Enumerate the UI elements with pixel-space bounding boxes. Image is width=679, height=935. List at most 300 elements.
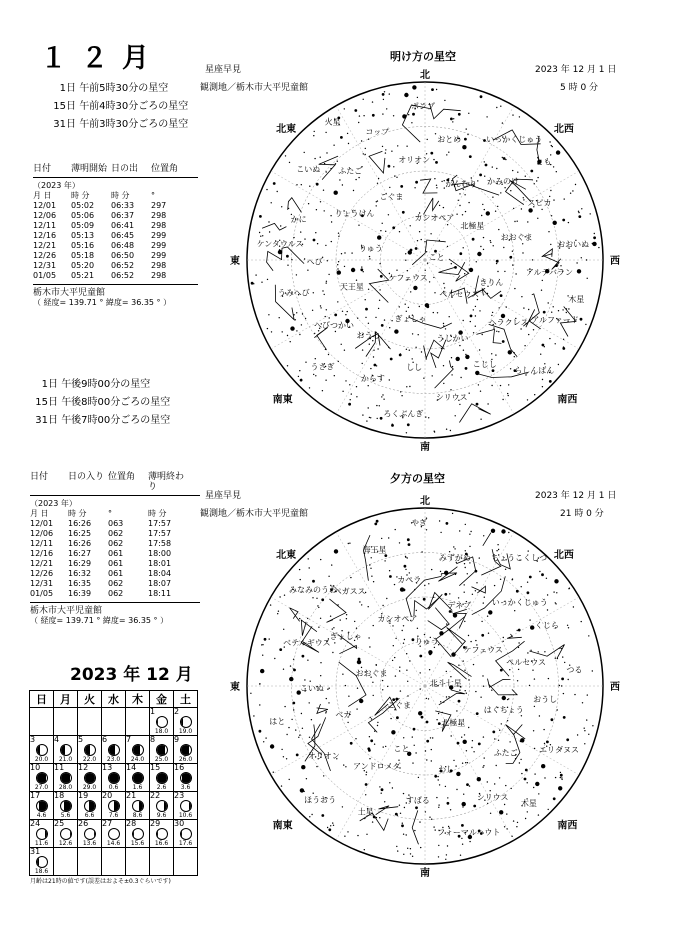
star [289, 162, 290, 163]
star [400, 690, 401, 691]
star [315, 375, 316, 376]
star [316, 183, 319, 186]
header-cell: 日付 [33, 164, 52, 174]
star [363, 271, 364, 272]
star [386, 108, 387, 109]
star [464, 194, 465, 195]
star [286, 734, 287, 735]
star [348, 543, 349, 544]
star [436, 185, 437, 186]
star [499, 307, 500, 308]
star [525, 176, 526, 177]
star [494, 738, 495, 739]
star [514, 356, 515, 357]
star [479, 557, 480, 558]
star [382, 223, 383, 224]
star [379, 405, 380, 406]
star [550, 154, 551, 155]
moon-phase-icon [60, 800, 72, 812]
star [498, 740, 499, 741]
star [368, 139, 369, 140]
star [475, 590, 476, 591]
star [479, 349, 480, 350]
star [300, 788, 304, 792]
star [527, 811, 528, 812]
star [507, 720, 508, 721]
table-cell: 299 [151, 241, 167, 250]
constellation-label: しし [406, 363, 423, 373]
star [559, 685, 560, 686]
star [300, 579, 301, 580]
table-cell: 01/05 [33, 271, 57, 280]
constellation-label: みなみのうお [289, 585, 337, 595]
star [317, 243, 318, 244]
star [500, 106, 501, 107]
star [475, 326, 476, 327]
star [400, 813, 401, 814]
star [397, 850, 398, 851]
star [433, 312, 434, 313]
star [449, 551, 450, 552]
star [439, 520, 440, 521]
star [424, 241, 425, 242]
star [393, 166, 394, 167]
star [410, 848, 411, 849]
star [320, 675, 321, 676]
table-cell: 062 [108, 529, 124, 538]
star [348, 403, 351, 406]
star [452, 513, 453, 514]
table-cell: 298 [151, 221, 167, 230]
table-subheader [30, 509, 200, 519]
star [270, 604, 271, 605]
star [402, 211, 405, 214]
star [365, 154, 366, 155]
star [465, 690, 466, 691]
star [398, 760, 399, 761]
star [415, 806, 418, 809]
weekday-header: 金 [150, 691, 174, 708]
moon-age: 2.6 [156, 784, 167, 791]
constellation-label: 北斗七星 [429, 679, 462, 688]
calendar-day [78, 848, 102, 876]
constellation-label: すばる [405, 796, 430, 806]
star [345, 380, 346, 381]
star [461, 824, 464, 827]
star [389, 570, 390, 571]
evening-obs-times [30, 376, 200, 430]
star [472, 594, 473, 595]
star [549, 141, 550, 142]
star [553, 797, 556, 800]
star [349, 384, 350, 385]
star [369, 256, 370, 257]
star [325, 245, 326, 246]
calendar-day [102, 820, 126, 848]
star [471, 747, 472, 748]
star [434, 775, 437, 778]
star [475, 306, 476, 307]
star [469, 841, 470, 842]
star [391, 730, 395, 734]
star [539, 571, 540, 572]
star [376, 205, 377, 206]
star [484, 209, 485, 210]
star [562, 656, 563, 657]
evening-chart-location: 観測地／栃木市大平児童館 [200, 509, 309, 519]
star [495, 211, 496, 212]
star [342, 184, 343, 185]
table-cell: 297 [151, 201, 167, 210]
star [549, 380, 552, 383]
table-cell: 061 [108, 549, 124, 558]
star [347, 831, 348, 832]
constellation-label: 天王星 [339, 282, 364, 292]
star [495, 354, 496, 355]
calendar-day [174, 792, 198, 820]
moon-age: 19.0 [178, 728, 193, 735]
star [482, 767, 483, 768]
table-cell: 12/01 [33, 201, 57, 210]
star [463, 794, 464, 795]
star [399, 805, 400, 806]
star [349, 543, 350, 544]
star [470, 641, 471, 642]
star [269, 638, 270, 639]
moon-phase-icon [36, 772, 48, 784]
star [447, 802, 450, 805]
table-cell: 12/21 [30, 559, 54, 568]
star [502, 340, 505, 343]
star [269, 231, 270, 232]
star [453, 118, 454, 119]
moon-age: 16.6 [154, 840, 169, 847]
star [283, 756, 284, 757]
table-cell: 05:20 [71, 261, 95, 270]
star [484, 597, 485, 598]
direction-label-se: 南東 [272, 394, 293, 406]
star [260, 236, 261, 237]
star [409, 660, 410, 661]
star [566, 738, 569, 741]
star [391, 424, 394, 427]
star [299, 569, 300, 570]
weekday-header: 火 [78, 691, 102, 708]
star [413, 728, 416, 731]
moon-age: 9.6 [156, 812, 167, 819]
moon-calendar [29, 690, 198, 876]
star [473, 805, 476, 808]
star [355, 179, 356, 180]
star [348, 696, 349, 697]
star [426, 305, 429, 308]
table-cell: 12/11 [33, 221, 57, 230]
star [323, 775, 324, 776]
star [492, 731, 495, 734]
star [492, 369, 495, 372]
table-cell: 061 [108, 559, 124, 568]
star [547, 594, 548, 595]
star [325, 132, 326, 133]
star [476, 582, 477, 583]
star [412, 762, 413, 763]
star [277, 613, 278, 614]
star [368, 289, 369, 290]
constellation-label: やぎ [411, 518, 427, 528]
star [462, 763, 463, 764]
star [505, 569, 506, 570]
morning-obs-times [48, 80, 198, 134]
constellation-label: わし [438, 764, 455, 774]
star [463, 320, 464, 321]
star [296, 274, 297, 275]
star [514, 610, 515, 611]
star [357, 318, 358, 319]
star [440, 701, 441, 702]
star [533, 787, 534, 788]
star [431, 760, 432, 761]
star [370, 417, 371, 418]
star [546, 578, 547, 579]
constellation-label: シリウス [476, 792, 509, 802]
star [358, 177, 359, 178]
star [455, 415, 456, 416]
star [551, 145, 552, 146]
constellation-label: カシオペア [377, 614, 418, 624]
star [332, 628, 333, 629]
table-cell: 17:58 [148, 539, 172, 548]
star [329, 688, 330, 689]
star [320, 307, 321, 308]
table-cell: 12/21 [33, 241, 57, 250]
star [311, 814, 312, 815]
star [467, 573, 468, 574]
star [389, 327, 390, 328]
star [468, 113, 469, 114]
star [271, 202, 272, 203]
star [321, 598, 324, 601]
direction-label-s: 南 [420, 868, 430, 879]
star [316, 598, 317, 599]
star [593, 236, 596, 239]
star [363, 115, 364, 116]
star [408, 543, 411, 546]
table-cell: 299 [151, 231, 167, 240]
star [399, 231, 400, 232]
day-number: 13 [102, 763, 113, 772]
star [366, 774, 367, 775]
star [293, 659, 294, 660]
star [494, 585, 495, 586]
moon-age: 0.6 [108, 784, 119, 791]
constellation-label: つる [566, 665, 583, 675]
star [555, 343, 556, 344]
table-cell: 061 [108, 569, 124, 578]
constellation-label: ケフェウス [388, 273, 428, 283]
star [266, 189, 267, 190]
constellation-label: こぐま [387, 701, 411, 710]
star [328, 576, 329, 577]
star [479, 310, 480, 311]
star [425, 750, 426, 751]
star [423, 378, 424, 379]
star [356, 396, 357, 397]
moon-phase-icon [108, 744, 120, 756]
star [342, 391, 343, 392]
table-cell: 06:52 [111, 271, 135, 280]
moon-phase-icon [60, 828, 72, 840]
star [379, 289, 380, 290]
table-divider [30, 602, 200, 603]
star [520, 328, 521, 329]
star [418, 777, 419, 778]
star [386, 598, 387, 599]
star [279, 317, 280, 318]
table-row [33, 211, 198, 221]
star [429, 281, 430, 282]
star [320, 662, 321, 663]
star [273, 772, 274, 773]
star [476, 261, 477, 262]
day-number: 24 [30, 819, 41, 828]
star [403, 793, 404, 794]
star [510, 190, 511, 191]
star [411, 122, 412, 123]
star [325, 712, 326, 713]
table-cell: 298 [151, 271, 167, 280]
star [451, 735, 452, 736]
star [518, 669, 519, 670]
moon-age: 8.6 [132, 812, 143, 819]
star [356, 386, 357, 387]
star [432, 375, 433, 376]
star [301, 713, 302, 714]
star [458, 700, 461, 703]
star [521, 715, 522, 716]
star [469, 562, 470, 563]
star [337, 301, 338, 302]
star [340, 619, 341, 620]
calendar-day [30, 764, 54, 792]
star [267, 279, 268, 280]
star [528, 334, 529, 335]
star [466, 783, 469, 786]
star [407, 423, 410, 426]
star [462, 145, 466, 149]
star [368, 385, 369, 386]
star [461, 737, 462, 738]
star [486, 211, 490, 215]
star [292, 702, 295, 705]
star [502, 696, 506, 700]
star [561, 779, 562, 780]
star [400, 391, 401, 392]
star [320, 157, 321, 158]
star [287, 335, 288, 336]
star [284, 595, 285, 596]
star [463, 740, 467, 744]
direction-label-w: 西 [610, 256, 620, 267]
star [342, 806, 343, 807]
star [550, 244, 551, 245]
star [488, 610, 492, 614]
day-number: 11 [54, 763, 65, 772]
star [400, 353, 401, 354]
star [376, 520, 379, 523]
moon-age: 10.6 [178, 812, 193, 819]
star [548, 231, 549, 232]
table-cell: 16:29 [68, 559, 92, 568]
star [561, 685, 562, 686]
calendar-day [54, 736, 78, 764]
star [405, 569, 406, 570]
star [307, 618, 308, 619]
header-cell: 日付 [30, 472, 49, 482]
star [332, 652, 333, 653]
star [374, 744, 375, 745]
star [465, 355, 469, 359]
star [311, 719, 312, 720]
star [322, 390, 323, 391]
star [409, 572, 410, 573]
star [547, 609, 548, 610]
table-cell: 063 [108, 519, 124, 528]
star [535, 782, 539, 786]
moon-age: 7.6 [108, 812, 119, 819]
star [370, 739, 373, 742]
star [357, 835, 358, 836]
star [450, 809, 451, 810]
star [293, 668, 294, 669]
star [326, 152, 327, 153]
calendar-day [78, 792, 102, 820]
star [378, 308, 379, 309]
moon-phase-icon [36, 744, 48, 756]
table-row [33, 231, 198, 241]
star [384, 91, 385, 92]
day-number: 15 [150, 763, 161, 772]
star [326, 309, 327, 310]
star [469, 546, 470, 547]
table-cell: 12/06 [33, 211, 57, 220]
star [430, 152, 433, 155]
day-number: 27 [102, 819, 113, 828]
star [502, 157, 503, 158]
star [511, 256, 512, 257]
subheader-cell: 時 分 [68, 509, 87, 518]
star [394, 584, 395, 585]
star [556, 592, 557, 593]
star [448, 826, 449, 827]
star [253, 715, 254, 716]
calendar-day [126, 820, 150, 848]
calendar-day [54, 764, 78, 792]
moon-age: 6.6 [84, 812, 95, 819]
star [381, 324, 384, 327]
star [528, 550, 529, 551]
star [497, 206, 498, 207]
star [419, 655, 422, 658]
table-row [30, 589, 200, 599]
star [295, 729, 296, 730]
table-cell: 05:06 [71, 211, 95, 220]
star [334, 191, 338, 195]
star [369, 258, 370, 259]
constellation-label: こいぬ [300, 683, 324, 693]
star [428, 698, 429, 699]
star [351, 268, 355, 272]
star [406, 146, 407, 147]
